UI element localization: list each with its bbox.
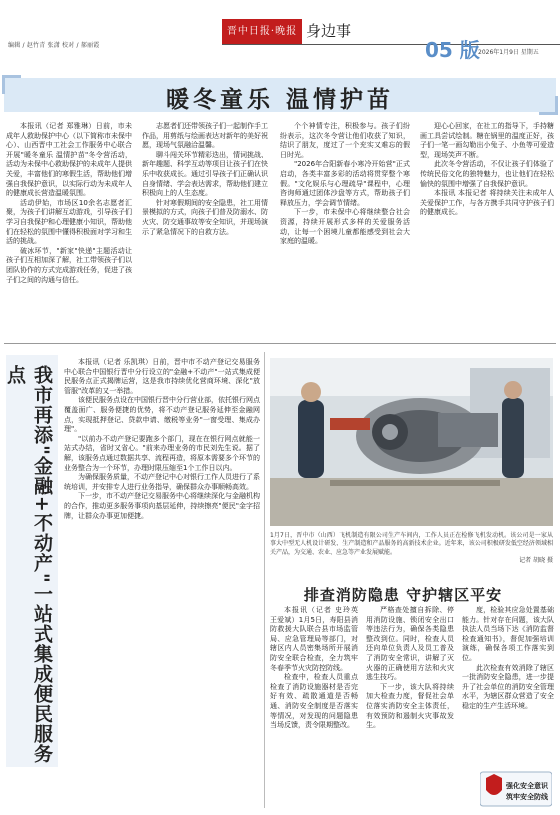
paragraph: 本报讯（记者 史玲英 王爱斌）1月5日，寿阳县消防救援大队联合县市场监管局、应急管理局等部门，对辖区内人员密集场所开展消防安全联合检查，全力筑牢冬春季节火灾防控防线。 bbox=[270, 606, 358, 672]
article3-title: 排查消防隐患 守护辖区平安 bbox=[303, 586, 503, 604]
paragraph: 此次冬令营活动，不仅让孩子们体验了传统民俗文化的独特魅力，也让他们在轻松愉快的氛围中增强了自我保护意识。 bbox=[420, 160, 554, 188]
paragraph: "2026年合阳新春小寒冷开始营"正式启动，各类丰富多彩的活动将贯穿整个寒假。"文化娱乐与心理疏导"课程中，心理咨询师通过团体沙盘等方式，帮助孩子们释放压力，学会调节情绪。 bbox=[280, 160, 410, 207]
paragraph: 检查中，检查人员重点检查了消防设施器材是否完好有效、疏散通道是否畅通、消防安全制度是否落实等情况，对发现的问题隐患当场反馈，责令限期整改。 bbox=[270, 673, 358, 730]
paragraph: 该便民服务点设在中国银行晋中分行营业部，依托银行网点覆盖面广、服务便捷的优势，将不动产登记服务延伸至金融网点，实现抵押登记、贷款申请、缴税等业务"一窗受理、集成办理"。 bbox=[64, 396, 260, 434]
section-divider bbox=[4, 343, 556, 344]
paragraph: 下一步，市未保中心将继续整合社会资源，持续开展形式多样的关爱服务活动，让每一个困境儿童都能感受到社会大家庭的温暖。 bbox=[280, 208, 410, 246]
newspaper-logo: 晋中日报·晚报版 bbox=[222, 19, 302, 45]
factory-photo bbox=[270, 358, 553, 526]
photo-caption bbox=[270, 532, 553, 566]
paragraph: 本报讯（记者 郑雅琳）日前，市未成年人救助保护中心（以下简称市未保中心）、山西晋中工社会工作服务中心联合开展"暖冬童乐 温情护苗"冬令营活动，活动为未保中心救助保护的未成年人提供关爱，丰富他们的寒假生活，帮助他们增强自我保护意识，以实际行动为未成年人的健康成长营造温暖氛围。 bbox=[6, 122, 132, 198]
aircraft-engine-illustration bbox=[270, 358, 553, 526]
paragraph: 本报讯 本报记者 将持续关注未成年人关爱保护工作，与各方携手共同守护孩子们的健康成长。 bbox=[420, 189, 554, 217]
article1-column-1 bbox=[6, 122, 132, 337]
caption-text: 1月7日，晋中市（山西）飞机制造有限公司生产车间内，工作人员正在检修飞机发动机。该公司是一家从事大中型无人机设计研发、生产制造和产品服务的高新技术企业。近年来，该公司积极研发低空经济领域相关产品，为交通、农业、应急等产业发展赋能。 bbox=[270, 532, 553, 556]
issue-date: 2026年1月9日 星期五 bbox=[478, 49, 539, 56]
editor-credits: 编辑 / 赵竹青 张潇 校对 / 郝丽霞 bbox=[8, 42, 100, 49]
article1-title: 暖冬童乐 温情护苗 bbox=[165, 86, 394, 113]
paragraph: 为确保服务质量，不动产登记中心对银行工作人员进行了系统培训，并安排专人进行业务指导，确保群众办事顺畅高效。 bbox=[64, 473, 260, 491]
masthead-rule bbox=[222, 44, 560, 45]
safety-slogan-graphic bbox=[480, 768, 552, 808]
article3-column-2 bbox=[366, 606, 454, 806]
paragraph: 破冰环节，"新家"快递"主题活动让孩子们互相加深了解，社工带领孩子们以团队协作的方式完成游戏任务，促进了孩子们之间的沟通与信任。 bbox=[6, 246, 132, 284]
article1-column-2 bbox=[142, 122, 268, 337]
paragraph: 下一步，市不动产登记交易服务中心将继续深化与金融机构的合作，推动更多服务事项向基层延伸，持续擦亮"便民"金字招牌，让群众办事更加便捷。 bbox=[64, 492, 260, 520]
article1-column-4 bbox=[420, 122, 554, 337]
paragraph: 志愿者们还带领孩子们一起制作手工作品，用剪纸与绘画表达对新年的美好祝愿，现场气氛融洽温馨。 bbox=[142, 122, 268, 150]
paragraph: 本报讯（记者 乐凯琪）日前，晋中市不动产登记交易服务中心联合中国银行晋中分行设立的"金融+不动产"一站式集成便民服务点正式揭牌运营，这是我市持续优化营商环境、深化"放管服"改革的又一举措。 bbox=[64, 358, 260, 395]
paragraph: 聊斗闯关环节精彩迭出，情词挑战、新年趣题、科学互动等项目让孩子们在快乐中收获成长。通过引导孩子们正确认识自身情绪、学会表达需求，帮助他们建立积极向上的人生态度。 bbox=[142, 150, 268, 198]
shield-icon bbox=[480, 768, 552, 808]
paragraph: 度，检验其应急处置基础能力。针对存在问题，该大队执法人员当场下达《消防监督检查通知书》，督促加强培训演练，确保各项工作落实到位。 bbox=[462, 606, 554, 662]
paragraph: 此次检查有效消除了辖区一批消防安全隐患，进一步提升了社会单位的消防安全管理水平，为辖区群众营造了安全稳定的生产生活环境。 bbox=[462, 663, 554, 710]
column-rule bbox=[264, 352, 265, 808]
article1-title-bar bbox=[4, 78, 556, 112]
masthead bbox=[0, 0, 560, 63]
svg-text:强化安全意识: 强化安全意识 bbox=[506, 782, 548, 790]
section-name: 身边事 bbox=[306, 22, 352, 40]
article3-column-1 bbox=[270, 606, 358, 806]
paragraph: 个个神情专注，积极参与。孩子们纷纷表示，这次冬令营让他们收获了知识，结识了朋友，度过了一个充实又难忘的假日时光。 bbox=[280, 122, 410, 159]
paragraph: "以前办不动产登记要跑多个部门，现在在银行网点就能一站式办结，省时又省心。"前来办理业务的市民刘先生说。据了解，该服务点通过数据共享、流程再造，将原本需要多个环节的业务整合为一个环节，办理时限压缩至1个工作日以内。 bbox=[64, 434, 260, 472]
paragraph: 迎心心回家，在社工的指导下，手持糖画工具尝试绘制。糖在锅里的温度正好，孩子们一笔一画勾勒出小兔子、小鱼等可爱造型，现场笑声不断。 bbox=[420, 122, 554, 159]
paragraph: 针对寒假期间的安全隐患，社工用情景模拟的方式，向孩子们普及防溺水、防火灾、防交通事故等安全知识，并现场演示了紧急情况下的自救方法。 bbox=[142, 198, 268, 236]
article2-title: 我市再添"金融+不动产"一站式集成便民服务点 bbox=[4, 365, 53, 764]
paragraph: 严格查处擅自拆除、停用消防设施、锁闭安全出口等违法行为，确保各类隐患整改到位。同时，检查人员还向单位负责人及员工普及了消防安全常识，讲解了灭火器的正确使用方法和火灾逃生技巧。 bbox=[366, 606, 454, 682]
photo-credit: 记者 胡晓 摄 bbox=[519, 557, 553, 565]
article2-title-block bbox=[6, 355, 58, 767]
svg-text:筑牢安全防线: 筑牢安全防线 bbox=[506, 793, 548, 801]
article3-column-3 bbox=[462, 606, 554, 766]
edition-number: 05 版 bbox=[425, 38, 480, 62]
paragraph: 活动伊始，市场区10余名志愿者汇聚，为孩子们讲解互动游戏，引导孩子们学习自我保护和心理健康小知识，帮助他们在轻松的氛围中懂得积极面对学习和生活的挑战。 bbox=[6, 198, 132, 246]
paragraph: 下一步，该大队将持续加大检查力度，督促社会单位落实消防安全主体责任，有效预防和遏制火灾事故发生。 bbox=[366, 682, 454, 730]
article2-body bbox=[64, 358, 260, 770]
article1-column-3 bbox=[280, 122, 410, 337]
